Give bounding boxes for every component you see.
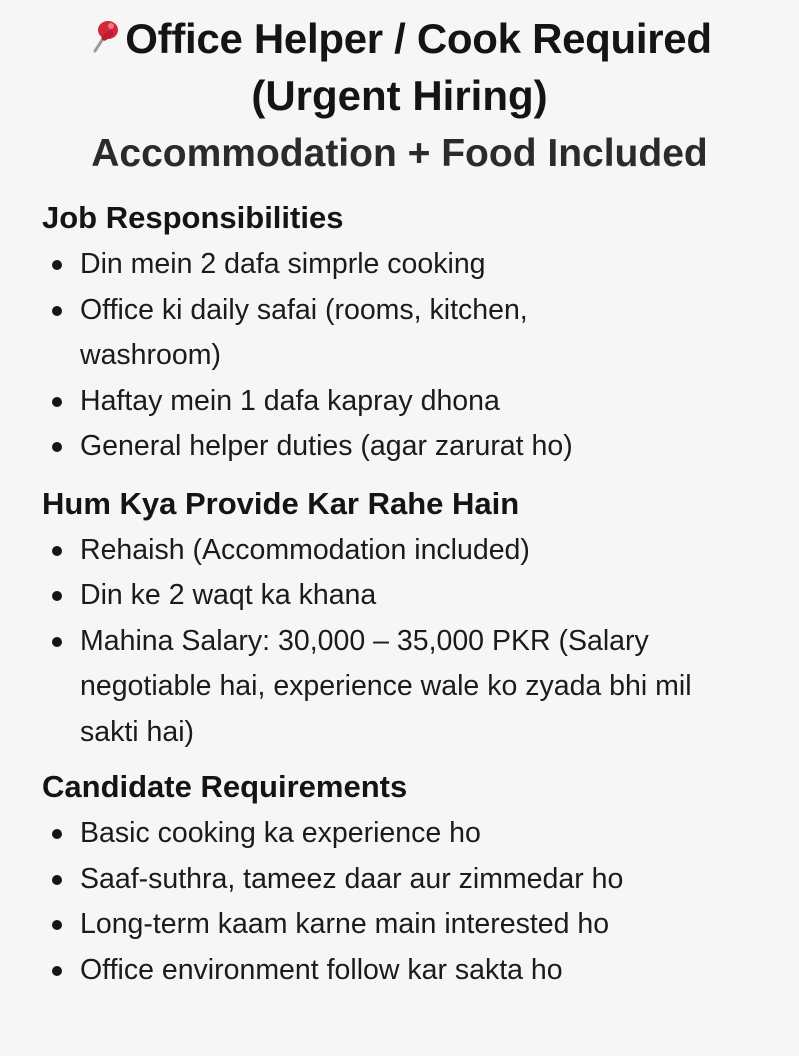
list-item: Din mein 2 dafa simprle cooking (42, 242, 775, 288)
section-heading: Job Responsibilities (42, 200, 344, 235)
bullet-icon (52, 829, 62, 839)
bullet-icon (52, 591, 62, 601)
section-heading: Candidate Requirements (42, 769, 408, 804)
bullet-icon (52, 966, 62, 976)
section-heading: Hum Kya Provide Kar Rahe Hain (42, 485, 520, 521)
list-item: General helper duties (agar zarurat ho) (42, 424, 775, 470)
subtitle: Accommodation + Food Included (91, 132, 708, 175)
requirements-section (42, 767, 775, 993)
bullet-icon (52, 306, 62, 316)
bullet-icon (52, 442, 62, 452)
list-item: Mahina Salary: 30,000 – 35,000 PKR (Salary negotiable hai, experience wale ko zyada bhi mil sakti hai) (42, 619, 775, 756)
benefits-list (42, 528, 775, 756)
list-item: Long-term kaam karne main interested ho (42, 902, 775, 948)
list-item: Rehaish (Accommodation included) (42, 528, 775, 574)
title-block (24, 12, 775, 180)
list-item: Office ki daily safai (rooms, kitchen, washroom) (42, 288, 775, 379)
bullet-icon (52, 875, 62, 885)
benefits-section (42, 484, 775, 756)
title-line-1: Office Helper / Cook Required (125, 15, 712, 62)
list-item: Haftay mein 1 dafa kapray dhona (42, 379, 775, 425)
list-item: Office environment follow kar sakta ho (42, 948, 775, 994)
list-item: Saaf-suthra, tameez daar aur zimmedar ho (42, 857, 775, 903)
bullet-icon (52, 920, 62, 930)
requirements-list (42, 811, 775, 993)
bullet-icon (52, 260, 62, 270)
title-line-2: (Urgent Hiring) (251, 72, 548, 119)
bullet-icon (52, 397, 62, 407)
bullet-icon (52, 546, 62, 556)
responsibilities-section (42, 198, 775, 470)
bullet-icon (52, 637, 62, 647)
list-item: Din ke 2 waqt ka khana (42, 573, 775, 619)
pushpin-icon (87, 15, 121, 55)
page-title (24, 12, 775, 66)
list-item: Basic cooking ka experience ho (42, 811, 775, 857)
responsibilities-list (42, 242, 775, 470)
